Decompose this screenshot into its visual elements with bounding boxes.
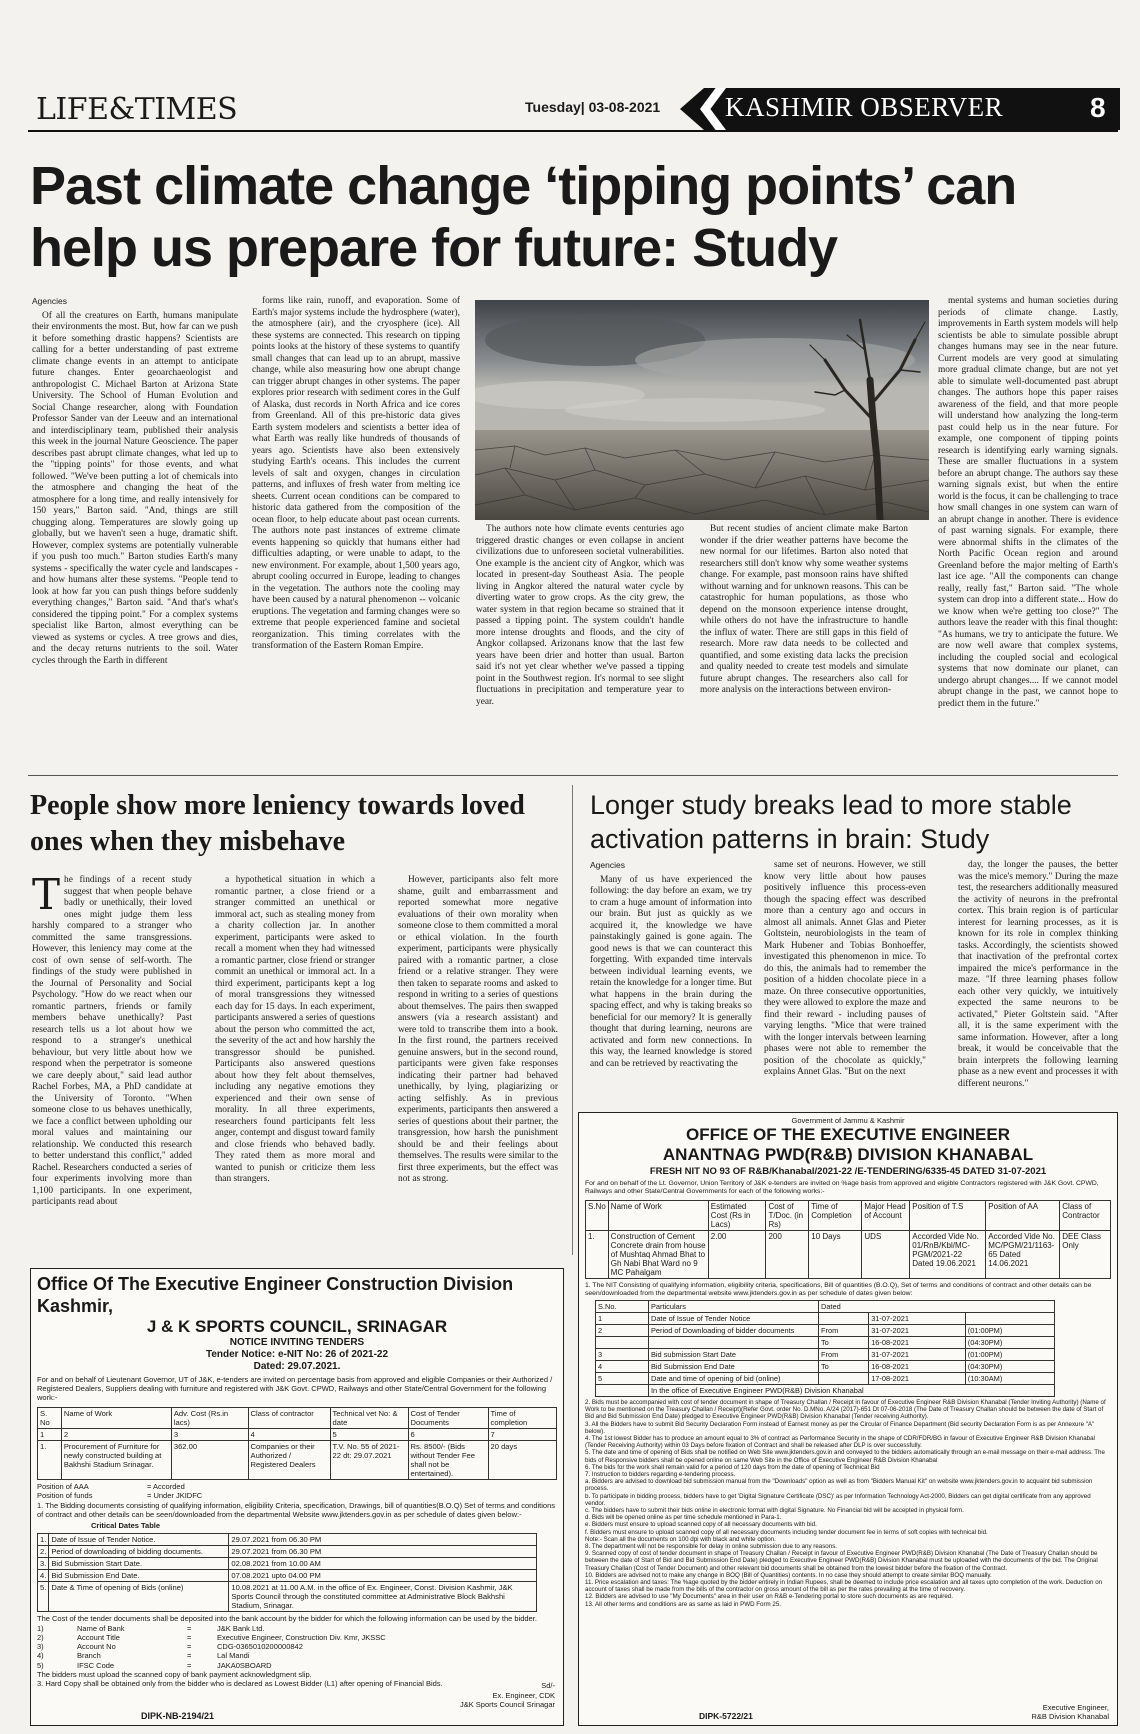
col-header: Adv. Cost (Rs.in lacs): [171, 1407, 248, 1428]
table-cell: [965, 1313, 1054, 1325]
signature-line: R&B Division Khanabal: [1031, 1712, 1109, 1721]
tender-ad-pwd-khanabal: [578, 1112, 1118, 1726]
table-cell: (04:30PM): [965, 1361, 1054, 1373]
col-header: S. No: [38, 1407, 62, 1428]
section-divider: [28, 775, 1118, 776]
funds-position: [31, 1491, 563, 1500]
table-cell: 10.08.2021 at 11.00 A.M. in the office of Ex. Engineer, Const. Division Kashmir, J&K Sports Council through the constituted committee at Administrative Block Bakhshi Stadium, Srinagar.: [229, 1581, 537, 1611]
table-cell: 10 Days: [809, 1231, 862, 1279]
story1-text-1: Of all the creatures on Earth, humans manipulate their environments the most. But, how far can we push it before something drastic happens? Scientists are calling for a better understanding of past extreme climate change events in an attempt to anticipate future changes. Enter geoarchaeologist and anthropologist C. Michael Barton at Arizona State University. The School of Human Evolution and Social Change researcher, along with Foundation Professor Sander van der Leeuw and an international and interdisciplinary team, published their analysis this week in the journal Nature Geoscience. The paper describes past abrupt climate changes, what led up to the "tipping points" for those events, and what followed. "We've been putting a lot of chemicals into the atmosphere and changing the heat of the atmosphere for a long time, and really intensively for 150 years," Barton said. "And, things are still chugging along. Temperatures are slowly going up globally, but we haven't seen a huge, dramatic shift. However, complex systems are potentially vulnerable if you push too much." Barton studies Earth's many systems - specifically the water cycle and landscapes - and how humans alter these systems. "People tend to look at how far you can push things before suddenly everything changes," Barton said. "And that's what's considered the tipping point." For a complex systems specialist like Barton, almost everything can be viewed as systems or cycles. A tree grows and dies, and the decay returns nutrients to the soil. Water cycles through the Earth in different: [32, 310, 238, 666]
story2-text-1: he findings of a recent study suggest that when people behave badly or unethically, their loved ones might judge them less harshly compared to a stranger who committed the same transgressions. However, this leniency may come at the cost of own sense of self-worth. The findings of the study were published in the Journal of Personality and Social Psychology. "How do we react when our romantic partners, friends or family members behave unethically? Past research tells us a lot about how we respond to a stranger's unethical behaviour, but very little about how we respond when the perpetrator is someone we care deeply about," said lead author Rachel Forbes, MA, a PhD candidate at the University of Toronto. "When someone close to us behaves unethically, we face a conflict between upholding our moral values and maintaining our relationship. We conducted this research to better understand this conflict," added Rachel. Researchers conducted a series of four experiments involving more than 1,100 participants. In one experiment, participants read about: [32, 875, 192, 1207]
table-row: [596, 1325, 1055, 1337]
bank-label: Name of Bank: [77, 1623, 125, 1633]
note-item: 8. The department will not be responsible for delay in online submission due to any reasons.: [585, 1543, 838, 1551]
ad-left-subtitle-3: Dated: 29.07.2021.: [253, 1361, 341, 1372]
note-item: a. Bidders are advised to download bid submission manual from the "Downloads" option as well as from "Bidders Manual Kit" on website www.jktenders.gov.in to acquaint bid submission process.: [585, 1478, 1093, 1493]
table-row: [596, 1385, 1055, 1397]
ad-right-code: DIPK-5722/21: [699, 1711, 753, 1721]
note-item: b. To participate in bidding process, bidders have to get 'Digital Signature Certificate (DSC)' as per Information Technology Act-2000. Bidders can get digital certificate from any approved vendor.: [585, 1492, 1091, 1507]
table-cell: Accorded Vide No. MC/PGM/21/1163-65 Dated 14.06.2021: [986, 1231, 1060, 1279]
col-header: Position of T.S: [910, 1201, 986, 1231]
story1-text-3: The authors note how climate events centuries ago triggered drastic changes or even collapse in ancient civilizations due to unforeseen societal vulnerabilities. One example is the ancient city of Angkor, which was located in present-day Southeast Asia. The people living in Angkor altered the natural water cycle by diverting water to grow crops. As the city grew, the water system in that region became so strained that it passed a tipping point. The system couldn't handle more intense droughts and floods, and the city of Angkor collapsed. Arizonans know that the last few years have been drier and hotter than usual. Barton said it's not yet clear whether we've passed a tipping point in the Southwest region. It's normal to see slight fluctuations in precipitation and temperature year to year.: [476, 524, 684, 707]
bank-row: [37, 1642, 557, 1651]
col-number: 1: [38, 1428, 62, 1440]
note-item: Note:- Scan all the documents on 100 dpi with black and white option.: [585, 1535, 776, 1543]
table-cell: Bid submission Start Date: [648, 1349, 818, 1361]
table-cell: UDS: [862, 1231, 910, 1279]
table-cell: (04:30PM): [965, 1337, 1054, 1349]
ad-right-nit: FRESH NIT NO 93 OF R&B/Khanabal/2021-22 /E-TENDERING/6335-45 DATED 31-07-2021: [649, 1166, 1047, 1177]
table-cell: Construction of Cement Concrete drain from house of Mushtaq Ahmad Bhat to Gh Nabi Bhat Ward no 9 MC Pahalgam: [608, 1231, 708, 1279]
table-cell: 2.00: [708, 1231, 766, 1279]
table-cell: Period of downloading of bidding documents.: [49, 1545, 229, 1557]
table-row: [596, 1337, 1055, 1349]
critical-dates-table: [37, 1533, 537, 1612]
table-row: [38, 1533, 537, 1545]
ad-left-signature: [460, 1681, 555, 1709]
bank-index: 1): [37, 1623, 44, 1633]
table-cell: 17-08-2021: [869, 1373, 966, 1385]
table-cell: 29.07.2021 from 06.30 PM: [229, 1545, 537, 1557]
table-cell: T.V. No. 55 of 2021-22 dt: 29.07.2021: [330, 1440, 408, 1479]
table-cell: (01:00PM): [965, 1349, 1054, 1361]
story2-column-3: [398, 875, 558, 1255]
table-cell: 1.: [38, 1440, 62, 1479]
col-number: 5: [330, 1428, 408, 1440]
bank-row: [37, 1661, 557, 1670]
table-cell: 4: [596, 1361, 649, 1373]
drop-cap: T: [32, 875, 61, 919]
table-cell: Accorded Vide No. 01/RnB/Kbl/MC-PGM/2021-22 Dated 19.06.2021: [910, 1231, 986, 1279]
note-item: f. Bidders must ensure to upload scanned copy of all necessary documents including tender document fee in terms of soft copies with technical bid.: [585, 1528, 988, 1536]
ad-left-intro: For and on behalf of Lieutenant Governor, UT of J&K, e-tenders are invited on percentage basis from approved and eligible Companies or their Authorized / Registered Dealers, Suppliers dealing with furniture and registered with J&K Govt. CPWD, Railways and other State/Central Government for the following work:-: [37, 1375, 553, 1403]
aaa-label: Position of AAA: [37, 1481, 89, 1491]
story3-headline: [590, 788, 1120, 856]
upload-note: The bidders must upload the scanned copy of bank payment acknowledgment slip.: [37, 1669, 312, 1679]
table-cell: Date and time of opening of bid (online): [648, 1373, 818, 1385]
bank-details: [31, 1624, 563, 1670]
col-header: S.No: [586, 1201, 609, 1231]
aaa-position: [31, 1482, 563, 1491]
note-item: 7. Instruction to bidders regarding e-tendering process.: [585, 1471, 736, 1479]
funds-label: Position of funds: [37, 1490, 93, 1500]
table-cell: 29.07.2021 from 06.30 PM: [229, 1533, 537, 1545]
table-row: [596, 1349, 1055, 1361]
table-cell: Period of Downloading of bidder documents: [648, 1325, 818, 1337]
drought-tree-photo: [475, 300, 929, 520]
story2-text-2: a hypothetical situation in which a romantic partner, a close friend or a stranger committed an unethical or immoral act, such as stealing money from a charity collection jar. In another experiment, participants were asked to recall a moment when they had witnessed a romantic partner, close friend or stranger commit an unethical or immoral act. In a third experiment, participants kept a log of moral transgressions they witnessed each day for 15 days. In each experiment, participants answered a series of questions about the person who committed the act, the severity of the act and how harshly the transgressor should be punished. Participants also answered questions about how they felt about themselves, including any negative emotions they experienced and their own sense of morality. In all three experiments, researchers found participants felt less anger, contempt and disgust toward family and close friends who behaved badly. They rated them as more moral and wanted to punish or criticize them less than strangers.: [215, 875, 375, 1184]
table-cell: 02.08.2021 from 10.00 AM: [229, 1557, 537, 1569]
critical-dates-title: Critical Dates Table: [91, 1521, 161, 1531]
story3-byline: Agencies: [590, 860, 625, 870]
col-number: 4: [248, 1428, 330, 1440]
signature-line: Ex. Engineer, CDK: [492, 1690, 555, 1700]
col-header: Cost of Tender Documents: [408, 1407, 488, 1428]
col-header: Particulars: [648, 1301, 818, 1313]
bank-eq: =: [187, 1660, 192, 1670]
story1-column-5: [938, 296, 1118, 766]
column-divider: [572, 785, 573, 1255]
signature-line: Sd/-: [541, 1681, 555, 1691]
table-cell: 1.: [38, 1533, 49, 1545]
story1-text-4: But recent studies of ancient climate make Barton wonder if the drier weather patterns have become the new normal for our lifetimes. Barton also noted that researchers still don't know why some weather systems change. For example, past monsoon rains have shifted without warning and for unknown reasons. This can be catastrophic for human populations, as those who depend on the monsoon experience intense drought, while others do not have the infrastructure to handle the influx of water. There are still gaps in this field of research. More raw data needs to be collected and quantified, and some existing data lacks the precision and quality needed to create test models and simulate future abrupt changes. The researchers also call for more analysis on the interactions between environ-: [700, 524, 908, 695]
table-cell: [596, 1337, 649, 1349]
story3-column-3: [958, 860, 1118, 1110]
col-header: Technical vet No: & date: [330, 1407, 408, 1428]
bank-value: CDG-0365010200000842: [217, 1642, 303, 1652]
ad-right-title-2: ANANTNAG PWD(R&B) DIVISION KHANABAL: [662, 1145, 1034, 1164]
bank-value: Lal Mandi: [217, 1651, 250, 1661]
story3-headline-line-1: Longer study breaks lead to more stable: [590, 790, 1072, 820]
table-cell: 362.00: [171, 1440, 248, 1479]
ad-right-gov: Government of Jammu & Kashmir: [791, 1116, 905, 1125]
table-cell: Bid Submission End Date: [648, 1361, 818, 1373]
schedule-table: [595, 1300, 1055, 1397]
table-cell: From: [818, 1349, 868, 1361]
col-number: 6: [408, 1428, 488, 1440]
table-row: [586, 1231, 1111, 1279]
note-item: 10. Bidders are advised not to make any change in BOQ (Bill of Quantities) contents. In no case they should attempt to create similar BOQ manually.: [585, 1571, 992, 1579]
bank-label: IFSC Code: [77, 1660, 115, 1670]
table-cell: 2: [596, 1325, 649, 1337]
table-cell: 5.: [38, 1581, 49, 1611]
main-headline: [30, 155, 1110, 279]
col-number: 3: [171, 1428, 248, 1440]
note-item: 9. Scanned copy of cost of tender document in shape of Treasury Challan / Receipt in favour of Executive Engineer PWD(R&B) Division Khanabal (The Date of Treasury Challan should be between the date of Start of Bid and Bid Submission End Date) pledged to Executive Engineer PWD(R&B) Division Khanabal must be uploaded with the documents of the bid. The Original Treasury Challan (Cost of Tender Document) and other relevant bid documents shall be obtained from the lowest bidder before the fixation of the Contract.: [585, 1550, 1098, 1572]
bank-row: [37, 1651, 557, 1660]
table-cell: 31-07-2021: [869, 1325, 966, 1337]
table-cell: 200: [766, 1231, 809, 1279]
bank-index: 5): [37, 1660, 44, 1670]
col-header: Class of Contractor: [1060, 1201, 1111, 1231]
col-number: 2: [61, 1428, 171, 1440]
table-row: [38, 1545, 537, 1557]
table-cell: From: [818, 1325, 868, 1337]
bank-eq: =: [187, 1623, 192, 1633]
table-cell: 3.: [38, 1557, 49, 1569]
table-cell: Bid Submission End Date.: [49, 1569, 229, 1581]
story1-column-1: [32, 296, 238, 766]
col-header: Class of contractor: [248, 1407, 330, 1428]
table-cell: Procurement of Furniture for newly constructed building at Bakhshi Stadium Srinagar.: [61, 1440, 171, 1479]
story2-text-3: However, participants also felt more shame, guilt and embarrassment and reported somewhat more negative evaluations of their own morality when someone close to them committed a moral or ethical violation. In the fourth experiment, participants were physically paired with a romantic partner, a close friend or a relative stranger. They were then taken to separate rooms and asked to respond in writing to a series of questions about themselves. The pairs then swapped answers (via a research assistant) and were told to transcribe them into a book. In the first round, the partners received genuine answers, but in the second round, participants were given fake responses indicating their partner had behaved unethically, by lying, plagiarizing or acting selfishly. As in previous experiments, participants then answered a series of questions about their partner, the transgression, how harsh the punishment should be and their feelings about themselves. The results were similar to the first three experiments, but the effect was not as strong.: [398, 875, 558, 1184]
table-cell: Date of Issue of Tender Notice.: [49, 1533, 229, 1545]
table-cell: Rs. 8500/- (Bids without Tender Fee shall not be entertained).: [408, 1440, 488, 1479]
table-cell: 16-08-2021: [869, 1337, 966, 1349]
col-header: Cost of T/Doc. (in Rs): [766, 1201, 809, 1231]
note-item: e. Bidders must ensure to upload scanned copy of all necessary documents with bid.: [585, 1521, 817, 1529]
ad-left-subtitle-2: Tender Notice: e-NIT No: 26 of 2021-22: [205, 1349, 389, 1360]
bank-eq: =: [187, 1651, 192, 1661]
section-title: LIFE&TIMES: [36, 92, 238, 127]
bank-index: 2): [37, 1633, 44, 1643]
table-cell: (01:00PM): [965, 1325, 1054, 1337]
table-cell: 31-07-2021: [869, 1313, 966, 1325]
headline-line-1: Past climate change ‘tipping points’ can: [30, 156, 1017, 216]
table-cell: Date of Issue of Tender Notice: [648, 1313, 818, 1325]
ad-right-note-1: 1. The NIT Consisting of qualifying information, eligibility criteria, specifications, Bill of quantities (B.O.Q), Set of terms and conditions of contract and other details can be seen/downloaded from the departmental website www.jktenders.gov.in as per schedule of dates given below:: [585, 1282, 1092, 1297]
col-number: 7: [488, 1428, 556, 1440]
table-cell: Date & Time of opening of Bids (online): [49, 1581, 229, 1611]
table-cell: 20 days: [488, 1440, 556, 1479]
signature-line: Executive Engineer,: [1042, 1703, 1109, 1712]
ad-left-title-2: J & K SPORTS COUNCIL, SRINAGAR: [146, 1317, 448, 1336]
col-header: Time of Completion: [809, 1201, 862, 1231]
issue-date: Tuesday| 03-08-2021: [525, 99, 661, 115]
tender-ad-sports-council: [30, 1268, 564, 1726]
table-cell: 3: [596, 1349, 649, 1361]
bank-value: Executive Engineer, Construction Div. Kmr, JKSSC: [217, 1633, 386, 1643]
col-header: S.No.: [596, 1301, 649, 1313]
story3-column-2: [764, 860, 926, 1110]
story2-column-1: [32, 875, 192, 1255]
bank-label: Account Title: [77, 1633, 120, 1643]
bank-row: [37, 1633, 557, 1642]
table-cell: To: [818, 1361, 868, 1373]
story3-text-2: same set of neurons. However, we still know very little about how pauses positively influence this process-even though the spacing effect was described more than a century ago and occurs in almost all animals. Annet Glas and Pieter Goltstein, neurobiologists in the team of Mark Hubener and Tobias Bonhoeffer, investigated this phenomenon in mice. To do this, the animals had to remember the position of a hidden chocolate piece in a maze. On three consecutive opportunities, they were allowed to explore the maze and find their reward - including pauses of varying lengths. "Mice that were trained with the longer intervals between learning phases were not able to remember the position of the chocolate as quickly," explains Annet Glas. "But on the next: [764, 860, 926, 1077]
table-cell: [818, 1373, 868, 1385]
bank-value: JAKA0SBOARD: [217, 1660, 272, 1670]
table-cell: Companies or their Authorized / Registered Dealers: [248, 1440, 330, 1479]
note-item: 2. Bids must be accompanied with cost of tender document in shape of Treasury Challan / Receipt in favour of Executive Engineer R&B Division Khanabal (Tender Inviting Authority) (Name of Work to be mentioned on the Treasury Challan / Receipt)(Refer Govt. order No. D.MNo. A/24 (2017)-651 Dt 07-06-2018 (The Date of Treasury Challan should be between the date of Start of Bid and Bid Submission End Date) pledged to Executive Engineer PWD(R&B) Division Khanabal (Tender receiving Authority).: [585, 1399, 1106, 1421]
bank-label: Account No: [77, 1642, 116, 1652]
story2-headline: People show more leniency towards loved ones when they misbehave: [30, 790, 525, 857]
ad-right-title-1: OFFICE OF THE EXECUTIVE ENGINEER: [686, 1125, 1010, 1144]
story1-column-2: [252, 296, 460, 766]
table-cell: Bid Submission Start Date.: [49, 1557, 229, 1569]
table-cell: 1.: [586, 1231, 609, 1279]
table-cell: 1: [596, 1313, 649, 1325]
story3-text-3: day, the longer the pauses, the better was the mice's memory." During the maze test, the researchers additionally measured the activity of neurons in the prefrontal cortex. This brain region is of particular interest for learning processes, as it is known for its role in complex thinking tasks. Accordingly, the scientists showed that inactivation of the prefrontal cortex impaired the mice's performance in the maze. "If three learning phases follow each other very quickly, we intuitively expected the same neurons to be activated," Pieter Goltstein said. "After all, it is the same experiment with the same information. However, after a long break, it would be conceivable that the brain interprets the following learning phase as a new event and processes it with different neurons.": [958, 860, 1118, 1089]
ad-right-notes: [579, 1398, 1117, 1609]
story3-column-1: [590, 860, 752, 1110]
headline-line-2: help us prepare for future: Study: [30, 218, 838, 278]
ad-right-signature: [1031, 1703, 1109, 1721]
story1-text-2: forms like rain, runoff, and evaporation. Some of Earth's major systems include the hydrosphere (water), the atmosphere (air), and the cryosphere (ice). All these systems are connected. This research on tipping points looks at the history of these systems to quantify small changes that can lead up to an abrupt, massive change, while also measuring how one abrupt change can trigger abrupt changes in other systems. The paper explores prior research with sediment cores in the Gulf of Alaska, dust records in North Africa and ice cores from Greenland. All of this pre-historic data gives Earth system modelers and scientists a better idea of what Earth was really like hundreds of thousands of years ago. Scientists have also been extensively studying Earth's oceans. This includes the current levels of salt and oxygen, changes in circulation patterns, and influxes of fresh water from melting ice sheets. Current ocean conditions can be compared to historic data gathered from the composition of the ocean floor, to help educate about past ocean currents. The authors note past instances of extreme climate events happening so quickly that humans either had difficulties adapting, or were unable to adapt, to the new environment. For example, about 1,500 years ago, abrupt cooling occurred in Europe, leading to changes in the vegetation. The authors note the cooling may have been caused by a natural phenomenon -- volcanic eruptions. The vegetation and farming changes were so extreme that people experienced famine and societal reorganization. This timing correlates with the transformation of the Eastern Roman Empire.: [252, 296, 460, 651]
bank-value: J&K Bank Ltd.: [217, 1623, 265, 1633]
ad-left-subtitle-1: NOTICE INVITING TENDERS: [229, 1337, 365, 1348]
table-row: [38, 1557, 537, 1569]
ad-right-work-table: [585, 1200, 1111, 1279]
note-item: 6. The bids for the work shall remain valid for a period of 120 days from the date of opening of Technical Bid: [585, 1463, 880, 1471]
page-number: 8: [1090, 92, 1106, 123]
table-cell: [648, 1337, 818, 1349]
bank-eq: =: [187, 1642, 192, 1652]
bank-label: Branch: [77, 1651, 101, 1661]
table-row: [596, 1361, 1055, 1373]
table-cell: To: [818, 1337, 868, 1349]
col-header: Name of Work: [61, 1407, 171, 1428]
col-header: Position of AA: [986, 1201, 1060, 1231]
bank-index: 4): [37, 1651, 44, 1661]
byline: Agencies: [32, 296, 67, 306]
table-row: [38, 1581, 537, 1611]
note-item: 5. The date and time of opening of Bids shall be notified on Web Site www.jktenders.gov.in and conveyed to the bidders automatically through an e-mail message on their e-mail address. The bids of Responsive bidders shall be opened online on same Web Site in the Office of Executive Engineer R&B Division Khanabal: [585, 1449, 1105, 1464]
bank-eq: =: [187, 1633, 192, 1643]
story3-text-1: Many of us have experienced the following: the day before an exam, we try to cram a huge amount of information into our brain. But just as quickly as we acquired it, the knowledge we have painstakingly gained is gone again. The good news is that we can counteract this forgetting. With expanded time intervals between individual learning events, we retain the knowledge for a longer time. But what happens in the brain during the spacing effect, and why is taking breaks so beneficial for our memory? It is generally thought that during learning, neurons are activated and form new connections. In this way, the learned knowledge is stored and can be retrieved by reactivating the: [590, 874, 752, 1069]
funds-value: = Under JKIDFC: [147, 1490, 203, 1500]
ad-left-work-table: [37, 1407, 557, 1480]
table-cell: 16-08-2021: [869, 1361, 966, 1373]
table-cell: (10:30AM): [965, 1373, 1054, 1385]
newspaper-name: KASHMIR OBSERVER: [725, 92, 1004, 122]
ad-right-intro: For and on behalf of the Lt. Governor, Union Territory of J&K e-tenders are invited on %age basis from approved and eligible Contractors registered with J&K Govt. CPWD, Railways and other State/Central Governments for each of the following works:-: [585, 1180, 1099, 1195]
table-cell: 31-07-2021: [869, 1349, 966, 1361]
story3-headline-line-2: activation patterns in brain: Study: [590, 824, 990, 854]
col-header: Dated: [818, 1301, 1054, 1313]
masthead-rule: [28, 130, 1118, 132]
story1-column-3: [476, 524, 684, 768]
col-header: Name of Work: [608, 1201, 708, 1231]
note-item: 13. All other terms and conditions are as same as laid in PWD Form 25.: [585, 1600, 782, 1608]
note-item: 3. All the Bidders have to submit Bid Security Declaration Form instead of Earnest money as per the Circular of Finance Department (Bid security Declaration Form is as per Annexure "A" below).: [585, 1420, 1095, 1435]
note-item: c. The bidders have to submit their bids online in electronic format with digital Signature. No Financial bid will be accepted in physical form.: [585, 1507, 964, 1515]
story1-text-5: mental systems and human societies during periods of climate change. Lastly, improvements in Earth system models will help scientists be able to simulate possible abrupt changes humans may see in the near future. Current models are very good at simulating more gradual climate change, but are not yet able to simulate well-documented past abrupt changes. The authors hope this paper raises awareness of the field, and that more people will understand how analyzing the long-term past could help us in the near future. For example, one component of tipping points research is identifying early warning signals. These are smaller fluctuations in a system before an abrupt change. The authors say these warning signals exist, but when the entire world is the focus, it can be challenging to trace how small changes in one system can warn of an abrupt change in another. There is evidence of past warning signals. For example, there were abnormal shifts in the climates of the North Pacific Ocean region and around Greenland before the major melting of Earth's last ice age. "All the components can change really, really fast," Barton said. "The whole system can drop into a different state... How do we know when we're getting too close?" The authors leave the reader with this final thought: "As humans, we try to anticipate the future. We are now well aware that complex systems, including the coupled social and ecological systems that now dominate our planet, can undergo abrupt changes.... If we cannot model abrupt change in the past, we cannot hope to predict them in the future.": [938, 296, 1118, 709]
table-cell: 2.: [38, 1545, 49, 1557]
table-row: [596, 1313, 1055, 1325]
cost-note: The Cost of the tender documents shall be deposited into the bank account by the bidder for which the following information can be used by the bidder.: [37, 1613, 537, 1623]
bank-index: 3): [37, 1642, 44, 1652]
table-row: [596, 1373, 1055, 1385]
col-header: Estimated Cost (Rs in Lacs): [708, 1201, 766, 1231]
note-item: 4. The 1st lowest Bidder has to produce an amount equal to 3% of contract as Performance Security in the shape of CDR/FDR/BG in favour of Executive Engineer R&B Division Khanabal (Tender Receiving Authority) within 03 Days before fixation of Contract and shall be released after DLP is over successfully.: [585, 1435, 1095, 1450]
col-header: Major Head of Account: [862, 1201, 910, 1231]
story2-column-2: [215, 875, 375, 1255]
story1-column-4: [700, 524, 908, 768]
table-cell: [818, 1313, 868, 1325]
note-item: d. Bids will be opened online as per time schedule mentioned in Para-1.: [585, 1514, 782, 1522]
table-row: [38, 1569, 537, 1581]
aaa-value: = Accorded: [147, 1481, 185, 1491]
table-row: [38, 1440, 557, 1479]
schedule-footer: In the office of Executive Engineer PWD(R&B) Division Khanabal: [648, 1385, 1054, 1397]
ad-left-title-1: Office Of The Executive Engineer Construction Division Kashmir,: [37, 1274, 514, 1316]
note-item: 12. Bidders are advised to use "My Documents" area in their user on R&B e-Tendering portal to store such documents as are required.: [585, 1593, 953, 1601]
table-cell: 07.08.2021 upto 04.00 PM: [229, 1569, 537, 1581]
table-cell: DEE Class Only: [1060, 1231, 1111, 1279]
ad-left-note-1: 1. The Bidding documents consisting of qualifying information, eligibility Criteria, specification, Drawings, bill of quantities(B.O.Q) Set of terms and conditions of contract and other details can be seen/downloaded from the departmental Website www.jktenders.gov.in as per schedule of dates given below:-: [37, 1501, 556, 1520]
col-header: Time of completion: [488, 1407, 556, 1428]
bank-row: [37, 1624, 557, 1633]
note-item: 11. Price escalation and taxes: The %age quoted by the bidder entirely in Indian Rupees, shall be deemed to include price escalation and all taxes upto completion of the work. Deduction on account of taxes shall be made from the bills of the contractor on gross amount of the bill as per the rates prevailing at the time of recovery.: [585, 1579, 1103, 1594]
ad-left-code: DIPK-NB-2194/21: [141, 1711, 215, 1721]
table-cell: 4.: [38, 1569, 49, 1581]
ad-left-note-3: 3. Hard Copy shall be obtained only from the bidder who is declared as Lowest Bidder (L1) after opening of Financial Bids.: [37, 1679, 443, 1689]
signature-line: J&K Sports Council Srinagar: [459, 1699, 555, 1709]
table-cell: 5: [596, 1373, 649, 1385]
